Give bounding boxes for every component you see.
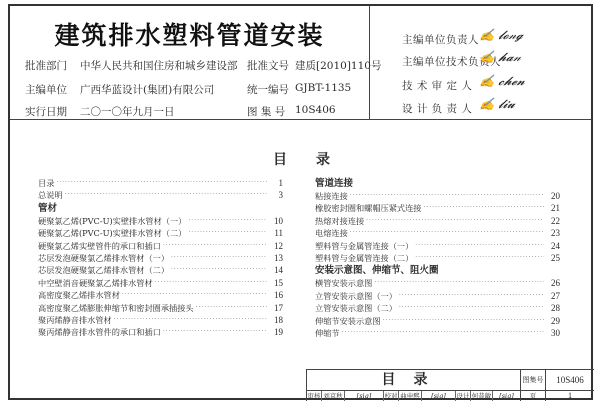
- toc-entry-label: 电熔连接: [315, 228, 348, 239]
- toc-entry[interactable]: [38, 189, 283, 201]
- dot-leader: [163, 326, 267, 338]
- signature-image: ✍ 𝓵𝓲𝓾: [478, 97, 517, 111]
- toc-entry-page: 10: [274, 215, 283, 226]
- designer-name: 何昔敏: [471, 392, 492, 400]
- title-block: [306, 369, 594, 401]
- dot-leader: [415, 240, 544, 252]
- checker-signature: [sig]: [422, 391, 456, 401]
- title-block-atlas-no: 10S406: [546, 370, 594, 391]
- reviewer-signature: [sig]: [345, 391, 384, 401]
- design-label: 设计: [456, 392, 470, 400]
- toc-entry-label: 立管安装示意图（一）: [315, 290, 397, 301]
- document-title: 建筑排水塑料管道安装: [54, 21, 325, 50]
- toc-entry-label: 硬聚氯乙烯实壁管件的承口和插口: [38, 240, 161, 251]
- toc-entry-label: 立管安装示意图（二）: [315, 303, 397, 314]
- toc-entry-label: 热熔对接连接: [315, 215, 365, 226]
- toc-entry[interactable]: [315, 277, 560, 289]
- dot-leader: [56, 177, 267, 189]
- toc-entry-label: 高密度聚乙烯排水管材: [38, 290, 120, 301]
- toc-entry[interactable]: [38, 252, 283, 264]
- toc-heading-char-2: 录: [316, 152, 330, 168]
- toc-entry-page: 21: [551, 203, 560, 214]
- effective-date-label: 实行日期: [25, 106, 67, 118]
- toc-entry-page: 26: [551, 278, 560, 289]
- check-label: 校对: [384, 392, 398, 400]
- dot-leader: [188, 227, 267, 239]
- toc-entry-page: 13: [274, 252, 283, 263]
- toc-entry-label: 芯层发泡硬聚氯乙烯排水管材（二）: [38, 265, 170, 276]
- toc-entry[interactable]: [38, 302, 283, 314]
- checker-name: 曲申熙: [399, 391, 422, 401]
- approval-dept-label: 批准部门: [25, 60, 67, 72]
- toc-entry[interactable]: [315, 240, 560, 252]
- dot-leader: [163, 240, 267, 252]
- dot-leader: [350, 227, 544, 239]
- toc-entry-page: 17: [274, 302, 283, 313]
- toc-entry[interactable]: [38, 177, 283, 189]
- toc-entry[interactable]: [38, 215, 283, 227]
- role-label: 主编单位负责人: [402, 34, 479, 46]
- title-block-page-number: 1: [568, 391, 572, 400]
- toc-entry[interactable]: [315, 202, 560, 214]
- dot-leader: [188, 215, 267, 227]
- dot-leader: [399, 290, 544, 302]
- drawing-sheet: [8, 4, 593, 400]
- toc-entry-page: 12: [274, 240, 283, 251]
- dot-leader: [122, 289, 267, 301]
- toc-entry-label: 芯层发泡硬聚氯乙烯排水管材（一）: [38, 252, 170, 263]
- toc-entry-page: 29: [551, 315, 560, 326]
- dot-leader: [196, 302, 267, 314]
- toc-entry[interactable]: [38, 240, 283, 252]
- toc-section-heading: 管道连接: [315, 178, 354, 189]
- role-label: 主编单位技术负责人: [402, 56, 501, 68]
- dot-leader: [423, 202, 544, 214]
- atlas-no: 10S406: [295, 104, 336, 116]
- review-label: 审核: [307, 392, 321, 400]
- toc-entry[interactable]: [315, 215, 560, 227]
- signature-image: ✍ 𝓬𝓱𝓮𝓷: [478, 74, 527, 88]
- toc-entry-page: 24: [551, 240, 560, 251]
- toc-entry[interactable]: [38, 289, 283, 301]
- toc-entry-label: 硬聚氯乙烯(PVC-U)实壁排水管材（一）: [38, 215, 187, 226]
- toc-left-column: [38, 177, 283, 339]
- toc-entry[interactable]: [38, 277, 283, 289]
- toc-entry-page: 18: [274, 314, 283, 325]
- editor: 广西华蓝设计(集团)有限公司: [80, 84, 215, 96]
- role-label: 技 术 审 定 人: [402, 80, 473, 92]
- toc-entry[interactable]: [315, 227, 560, 239]
- toc-entry-page: 3: [278, 190, 283, 201]
- dot-leader: [383, 315, 544, 327]
- toc-entry[interactable]: [315, 327, 560, 339]
- toc-entry[interactable]: [38, 227, 283, 239]
- role-label: 设 计 负 责 人: [402, 103, 473, 115]
- toc-entry-label: 橡胶密封圈和螺帽压紧式连接: [315, 203, 422, 214]
- toc-entry-label: 目录: [38, 178, 55, 188]
- toc-entry-page: 16: [274, 290, 283, 301]
- toc-entry-page: 30: [551, 327, 560, 338]
- reviewer-name: 刘京秋: [322, 391, 345, 401]
- toc-entry-label: 中空壁消音硬聚氯乙烯排水管材: [38, 277, 153, 288]
- toc-entry-label: 伸缩节安装示意图: [315, 315, 381, 326]
- toc-entry-label: 高密度聚乙烯膨胀伸缩节和密封圈承插接头: [38, 302, 194, 313]
- toc-entry-label: 塑料管与金属管连接（二）: [315, 252, 414, 263]
- toc-entry-page: 25: [551, 252, 560, 263]
- editor-label: 主编单位: [25, 84, 67, 96]
- toc-entry[interactable]: [38, 264, 283, 276]
- approval-doc-label: 批准文号: [247, 60, 289, 72]
- toc-right-column: [315, 177, 560, 339]
- toc-entry[interactable]: [38, 314, 283, 326]
- dot-leader: [114, 314, 267, 326]
- cover-header: [10, 6, 591, 120]
- toc-entry-label: 聚丙烯静音排水管材: [38, 314, 112, 325]
- toc-entry[interactable]: [315, 290, 560, 302]
- toc-entry-label: 总说明: [38, 190, 63, 201]
- toc-entry[interactable]: [315, 315, 560, 327]
- responsibles-block: [370, 6, 593, 119]
- toc-entry-page: 19: [274, 327, 283, 338]
- toc-entry-page: 22: [551, 215, 560, 226]
- toc-entry-page: 28: [551, 303, 560, 314]
- dot-leader: [171, 264, 267, 276]
- toc-heading-char-1: 目: [273, 152, 287, 168]
- title-block-signoff-row: [307, 391, 521, 401]
- toc-entry-label: 伸缩节: [315, 327, 340, 338]
- title-block-page-label: 页: [521, 391, 546, 401]
- toc-entry-label: 塑料管与金属管连接（一）: [315, 240, 414, 251]
- toc-section-heading: 管材: [38, 202, 58, 214]
- toc-entry-page: 27: [551, 290, 560, 301]
- dot-leader: [374, 277, 544, 289]
- atlas-no-label: 图 集 号: [247, 106, 286, 118]
- toc-section-heading: 安装示意图、伸缩节、阻火圈: [315, 265, 439, 277]
- toc-entry-page: 14: [274, 265, 283, 276]
- dot-leader: [171, 252, 267, 264]
- toc-entry[interactable]: [315, 190, 560, 202]
- toc-entry[interactable]: [315, 302, 560, 314]
- designer-signature: [sig]: [499, 392, 514, 400]
- toc-entry[interactable]: [38, 326, 283, 338]
- toc-entry-label: 横管安装示意图: [315, 278, 373, 289]
- dot-leader: [415, 252, 544, 264]
- signature-image: ✍ 𝓵𝓸𝓃𝓰: [478, 28, 525, 42]
- toc-entry-label: 聚丙烯静音排水管件的承口和插口: [38, 327, 161, 338]
- toc-entry-page: 1: [278, 178, 283, 188]
- toc-entry-label: 粘接连接: [315, 191, 348, 201]
- header-info: [10, 6, 382, 119]
- toc-entry-label: 硬聚氯乙烯(PVC-U)实壁排水管材（二）: [38, 228, 187, 239]
- dot-leader: [366, 215, 544, 227]
- signature-image: ✍ 𝓱𝓪𝓃: [478, 50, 523, 64]
- toc-entry-page: 15: [274, 277, 283, 288]
- toc-entry[interactable]: [315, 252, 560, 264]
- approval-dept: 中华人民共和国住房和城乡建设部: [80, 60, 238, 72]
- effective-date: 二〇一〇年九月一日: [80, 106, 175, 118]
- dot-leader: [350, 190, 544, 202]
- toc-entry-page: 20: [551, 191, 560, 201]
- unified-no-label: 统一编号: [247, 84, 289, 96]
- dot-leader: [65, 189, 267, 201]
- title-block-atlas-label: 图集号: [521, 370, 546, 391]
- dot-leader: [155, 277, 267, 289]
- title-block-title: 目录: [307, 370, 521, 391]
- toc-entry-page: 11: [274, 228, 283, 239]
- dot-leader: [399, 302, 544, 314]
- approval-doc: 建质[2010]110号: [295, 60, 382, 72]
- toc-entry-page: 23: [551, 228, 560, 239]
- unified-no: GJBT-1135: [295, 82, 352, 94]
- dot-leader: [342, 327, 544, 339]
